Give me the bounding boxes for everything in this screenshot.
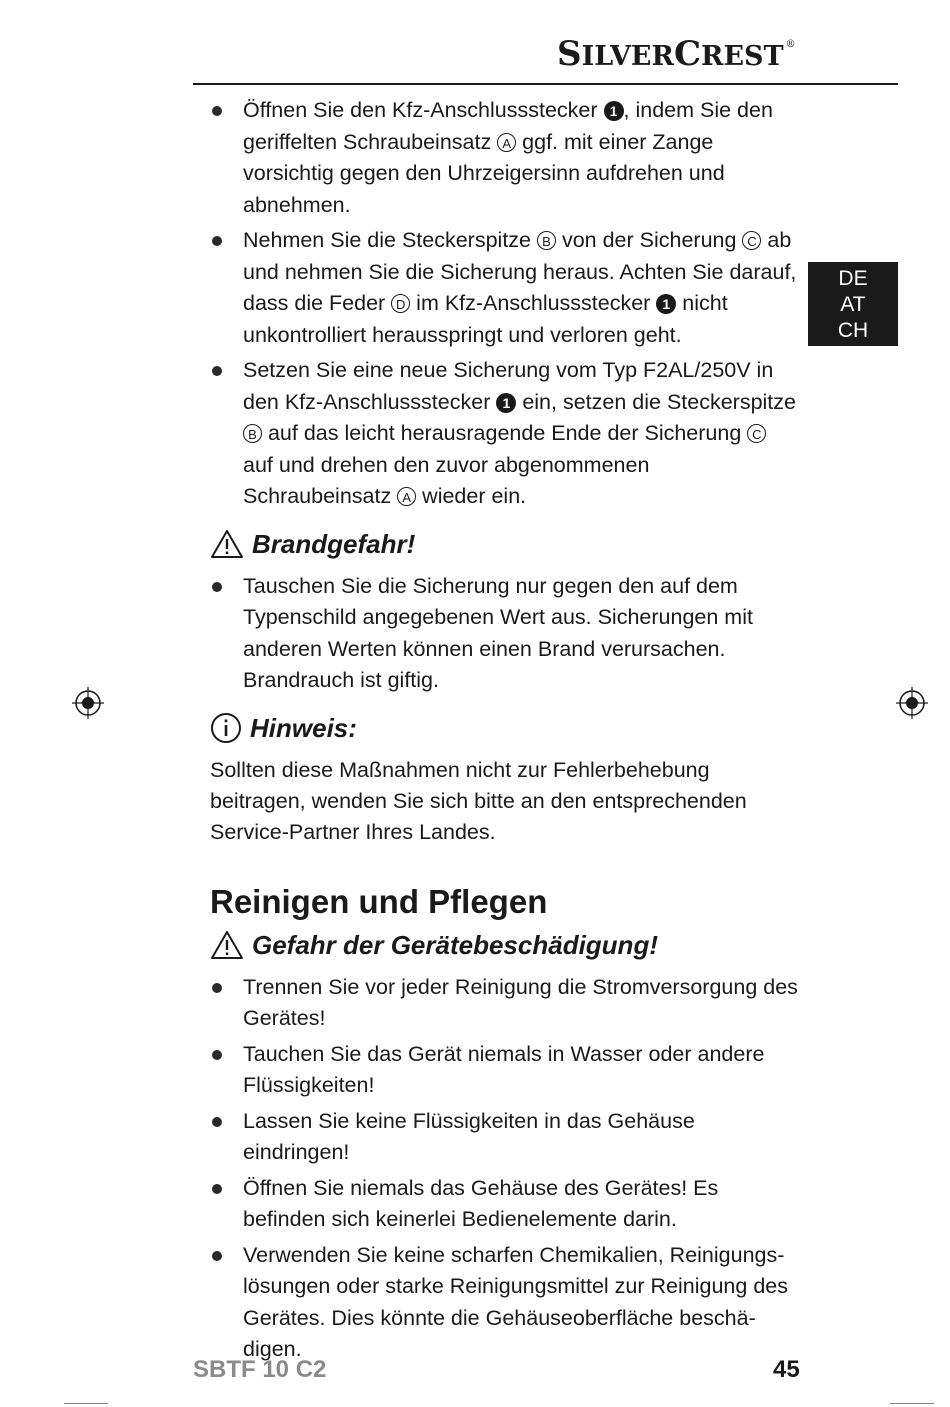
info-icon — [210, 712, 242, 744]
list-item: Nehmen Sie die Steckerspitze B von der Sicherung C ab und nehmen Sie die Sicherung heraus. Achten Sie darauf, dass die Feder D im Kfz-Anschlussstecker 1 nicht unkontrolliert herausspringt und verloren geht. — [210, 225, 800, 351]
damage-warning-title: Gefahr der Gerätebeschädigung! — [252, 929, 658, 960]
page-number: 45 — [773, 1356, 800, 1383]
warning-triangle-icon — [210, 529, 244, 559]
part-letter-d-icon: D — [391, 294, 410, 313]
fire-warning-heading — [210, 527, 800, 561]
part-letter-b-icon: B — [243, 424, 262, 443]
fire-warning-list — [210, 571, 800, 697]
footer-model: SBTF 10 C2 — [193, 1356, 327, 1383]
list-item: Öffnen Sie den Kfz-Anschlussstecker 1 , indem Sie den geriffelten Schraubeinsatz A ggf. mit einer Zange vorsichtig gegen den Uhrzeigersinn aufdrehen und abnehmen. — [210, 95, 800, 221]
lang-de: DE — [838, 267, 868, 290]
list-item: Trennen Sie vor jeder Reinigung die Stromversorgung des Gerätes! — [210, 972, 800, 1035]
note-title: Hinweis: — [250, 712, 357, 743]
fuse-steps-list — [210, 95, 800, 513]
part-letter-c-icon: C — [747, 424, 766, 443]
part-number-1-icon: 1 — [496, 393, 516, 413]
part-letter-a-icon: A — [497, 133, 516, 152]
part-number-1-icon: 1 — [604, 101, 624, 121]
section-title: Reinigen und Pflegen — [210, 882, 548, 920]
damage-warning-heading — [210, 928, 800, 962]
language-tab — [808, 262, 898, 346]
list-item: Verwenden Sie keine scharfen Chemikalien, Reinigungslösungen oder starke Reinigungsmittel zur Reinigung des Gerätes. Dies könnte die Gehäuseoberfläche beschädigen. — [210, 1240, 800, 1366]
list-item: Tauschen Sie die Sicherung nur gegen den auf dem Typenschild angegebenen Wert aus. Sicherungen mit anderen Werten können einen Brand verursachen. Brandrauch ist giftig. — [210, 571, 800, 697]
lang-at: AT — [840, 293, 866, 316]
note-text: Sollten diese Maßnahmen nicht zur Fehlerbehebung beitragen, wenden Sie sich bitte an den entsprechenden Service-Partner Ihres Landes. — [210, 757, 747, 844]
page-content — [210, 95, 800, 1370]
part-letter-b-icon: B — [537, 231, 556, 250]
list-item: Setzen Sie eine neue Sicherung vom Typ F2AL/250V in den Kfz-Anschlussstecker 1 ein, setzen die Steckerspitze B auf das leicht herausragende Ende der Sicherung C auf und drehen den zuvor abgenommenen Schraubeinsatz A wieder ein. — [210, 355, 800, 513]
lang-ch: CH — [837, 319, 869, 342]
fire-warning-title: Brandgefahr! — [252, 528, 416, 559]
list-item: Öffnen Sie niemals das Gehäuse des Gerätes! Es befinden sich keinerlei Bedienelemente darin. — [210, 1173, 800, 1236]
crop-mark — [64, 1403, 108, 1404]
part-letter-c-icon: C — [742, 231, 761, 250]
part-number-1-icon: 1 — [656, 294, 676, 314]
list-item: Tauchen Sie das Gerät niemals in Wasser oder andere Flüssigkeiten! — [210, 1039, 800, 1102]
note-heading — [210, 711, 800, 745]
part-letter-a-icon: A — [397, 487, 416, 506]
cleaning-list — [210, 972, 800, 1366]
warning-triangle-icon — [210, 930, 244, 960]
registration-mark-icon — [71, 686, 105, 720]
list-item: Lassen Sie keine Flüssigkeiten in das Gehäuse eindringen! — [210, 1106, 800, 1169]
header-rule — [193, 83, 898, 85]
brand-logo: SILVERCREST ® — [557, 34, 796, 74]
crop-mark — [890, 1403, 934, 1404]
registration-mark-icon — [895, 686, 929, 720]
